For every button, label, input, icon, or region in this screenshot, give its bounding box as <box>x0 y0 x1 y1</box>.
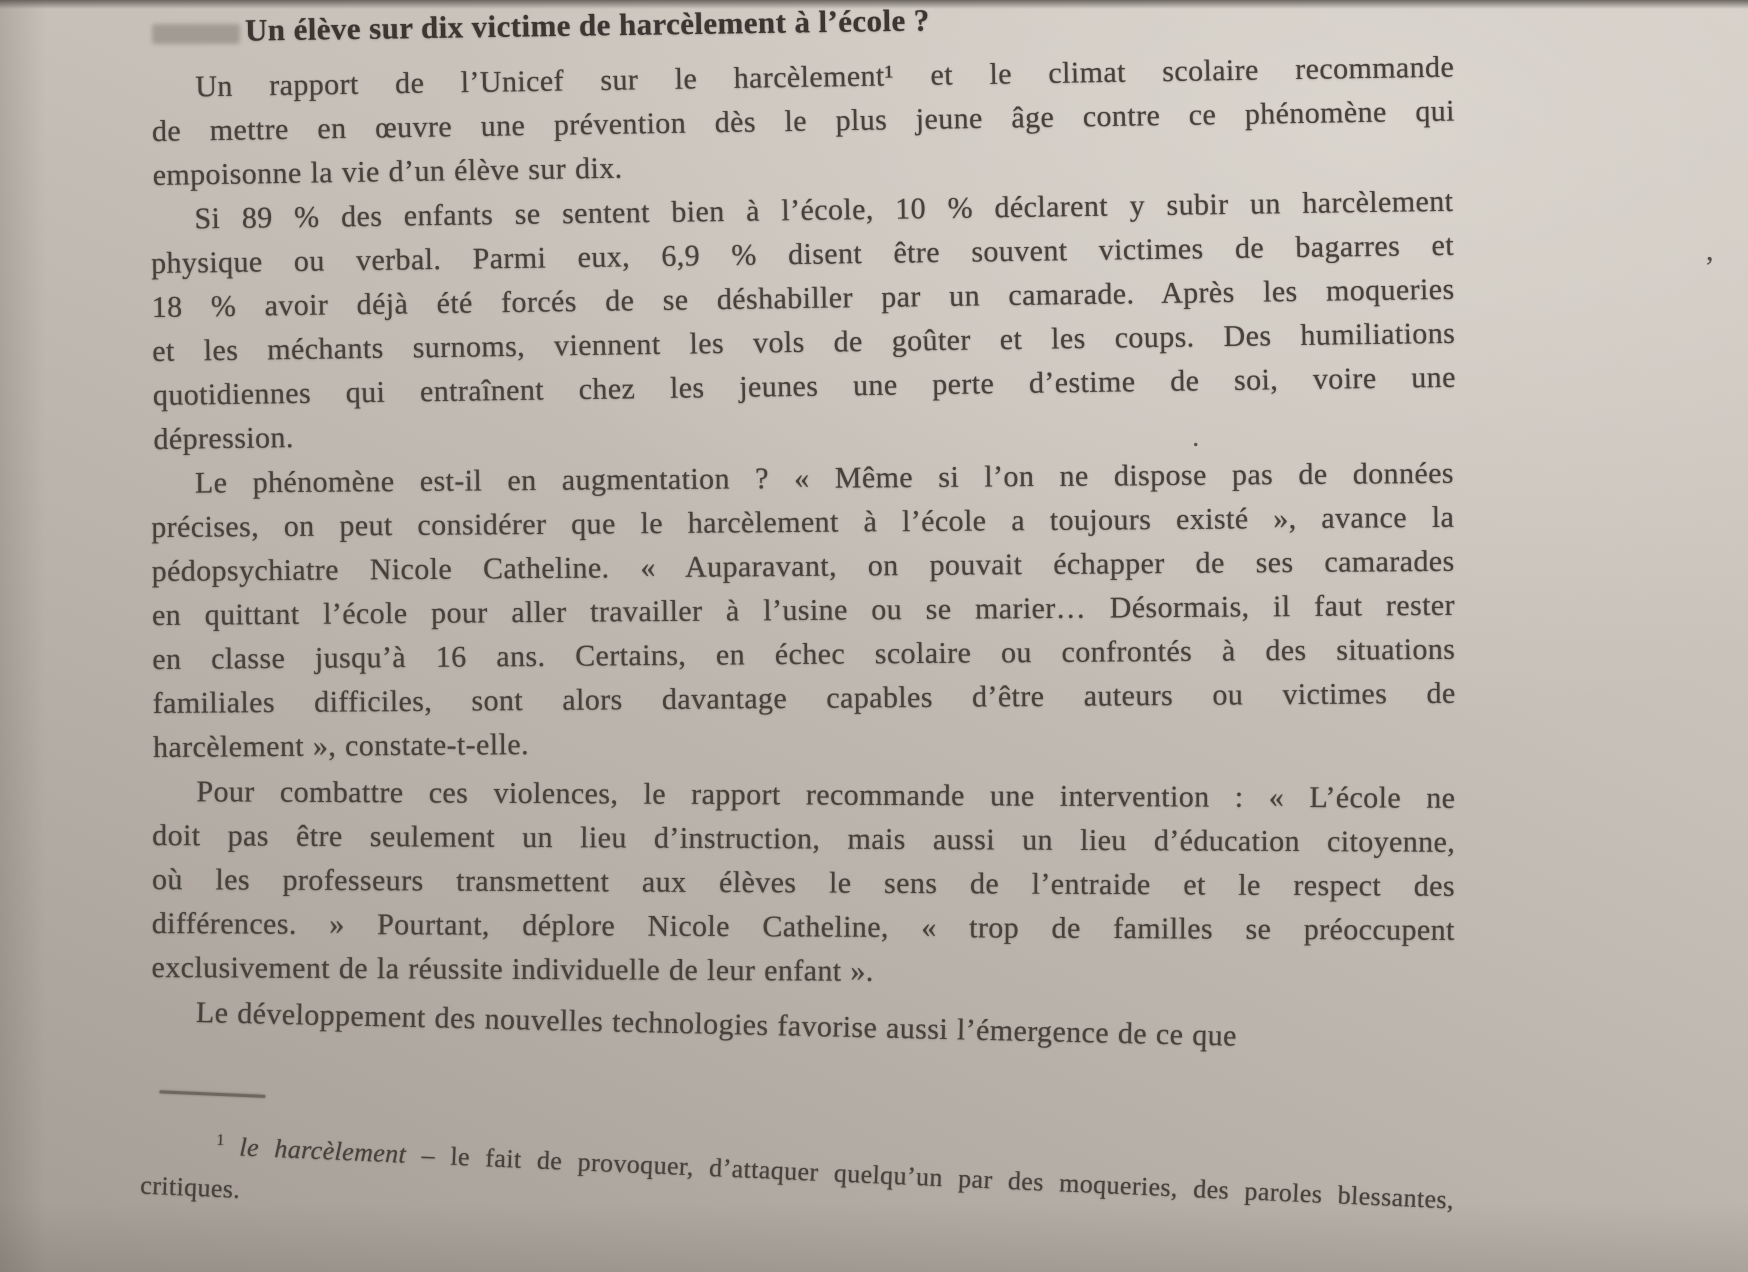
article-title: Un élève sur dix victime de harcèlement à l’école ? <box>244 2 930 48</box>
text-line: familiales difficiles, sont alors davantage capables d’être auteurs ou victimes de <box>152 676 1456 720</box>
text-line: physique ou verbal. Parmi eux, 6,9 % disent être souvent victimes de bagarres et <box>150 228 1455 281</box>
text-line: et les méchants surnoms, viennent les vols de goûter et les coups. Des humiliations <box>152 316 1456 368</box>
text-line: Le développement des nouvelles technologies favorise aussi l’émergence de ce que <box>195 996 1238 1053</box>
stray-ink-mark: , <box>1706 234 1714 267</box>
text-line: Pour combattre ces violences, le rapport recommande une intervention : « L’école ne <box>196 775 1456 815</box>
text-line: empoisonne la vie d’un élève sur dix. <box>152 151 623 192</box>
photographed-page <box>139 2 1457 1215</box>
text-line: pédopsychiatre Nicole Catheline. « Auparavant, on pouvait échapper de ses camarades <box>151 544 1455 589</box>
footnote-term: le harcèlement <box>238 1132 407 1169</box>
footnote-separator <box>159 1090 265 1098</box>
text-line: 18 % avoir déjà été forcés de se déshabiller par un camarade. Après les moqueries <box>151 272 1455 325</box>
text-line: Un rapport de l’Unicef sur le harcèlement¹ et le climat scolaire recommande <box>195 50 1455 104</box>
article-paragraph <box>152 990 1456 1064</box>
text-line: Si 89 % des enfants se sentent bien à l’école, 10 % déclarent y subir un harcèlement <box>194 184 1454 236</box>
text-line: dépression. <box>153 421 294 456</box>
article-paragraph <box>151 46 1456 198</box>
text-line: exclusivement de la réussite individuelle de leur enfant ». <box>151 950 874 988</box>
article-paragraph <box>150 180 1457 462</box>
footnote-definition: – le fait de provoquer, d’attaquer quelqu’un par des moqueries, des paroles blessantes, <box>421 1140 1455 1215</box>
text-line: de mettre en œuvre une prévention dès le plus jeune âge contre ce phénomène qui <box>151 94 1456 148</box>
stray-ink-mark: . <box>1192 420 1200 453</box>
text-line: en quittant l’école pour aller travailler à l’usine ou se marier… Désormais, il faut rester <box>151 588 1456 632</box>
footnote-continuation: critiques. <box>139 1170 241 1204</box>
text-line: différences. » Pourtant, déplore Nicole Catheline, « trop de familles se préoccupent <box>151 906 1455 947</box>
text-line: précises, on peut considérer que le harcèlement à l’école a toujours existé », avance la <box>151 500 1455 545</box>
text-line: doit pas être seulement un lieu d’instruction, mais aussi un lieu d’éducation citoyenne, <box>152 819 1456 859</box>
footnote <box>139 1090 1456 1263</box>
article-paragraph <box>151 770 1455 997</box>
text-line: harcèlement », constate-t-elle. <box>152 728 530 764</box>
text-line: quotidiennes qui entraînent chez les jeunes une perte d’estime de soi, voire une <box>152 360 1457 412</box>
text-line: Le phénomène est-il en augmentation ? « Même si l’on ne dispose pas de données <box>194 456 1455 500</box>
text-line: où les professeurs transmettent aux élèves le sens de l’entraide et le respect des <box>151 863 1456 903</box>
text-line: en classe jusqu’à 16 ans. Certains, en échec scolaire ou confrontés à des situations <box>152 632 1456 676</box>
footnote-marker: 1 <box>216 1131 225 1150</box>
article-paragraph <box>151 452 1456 770</box>
